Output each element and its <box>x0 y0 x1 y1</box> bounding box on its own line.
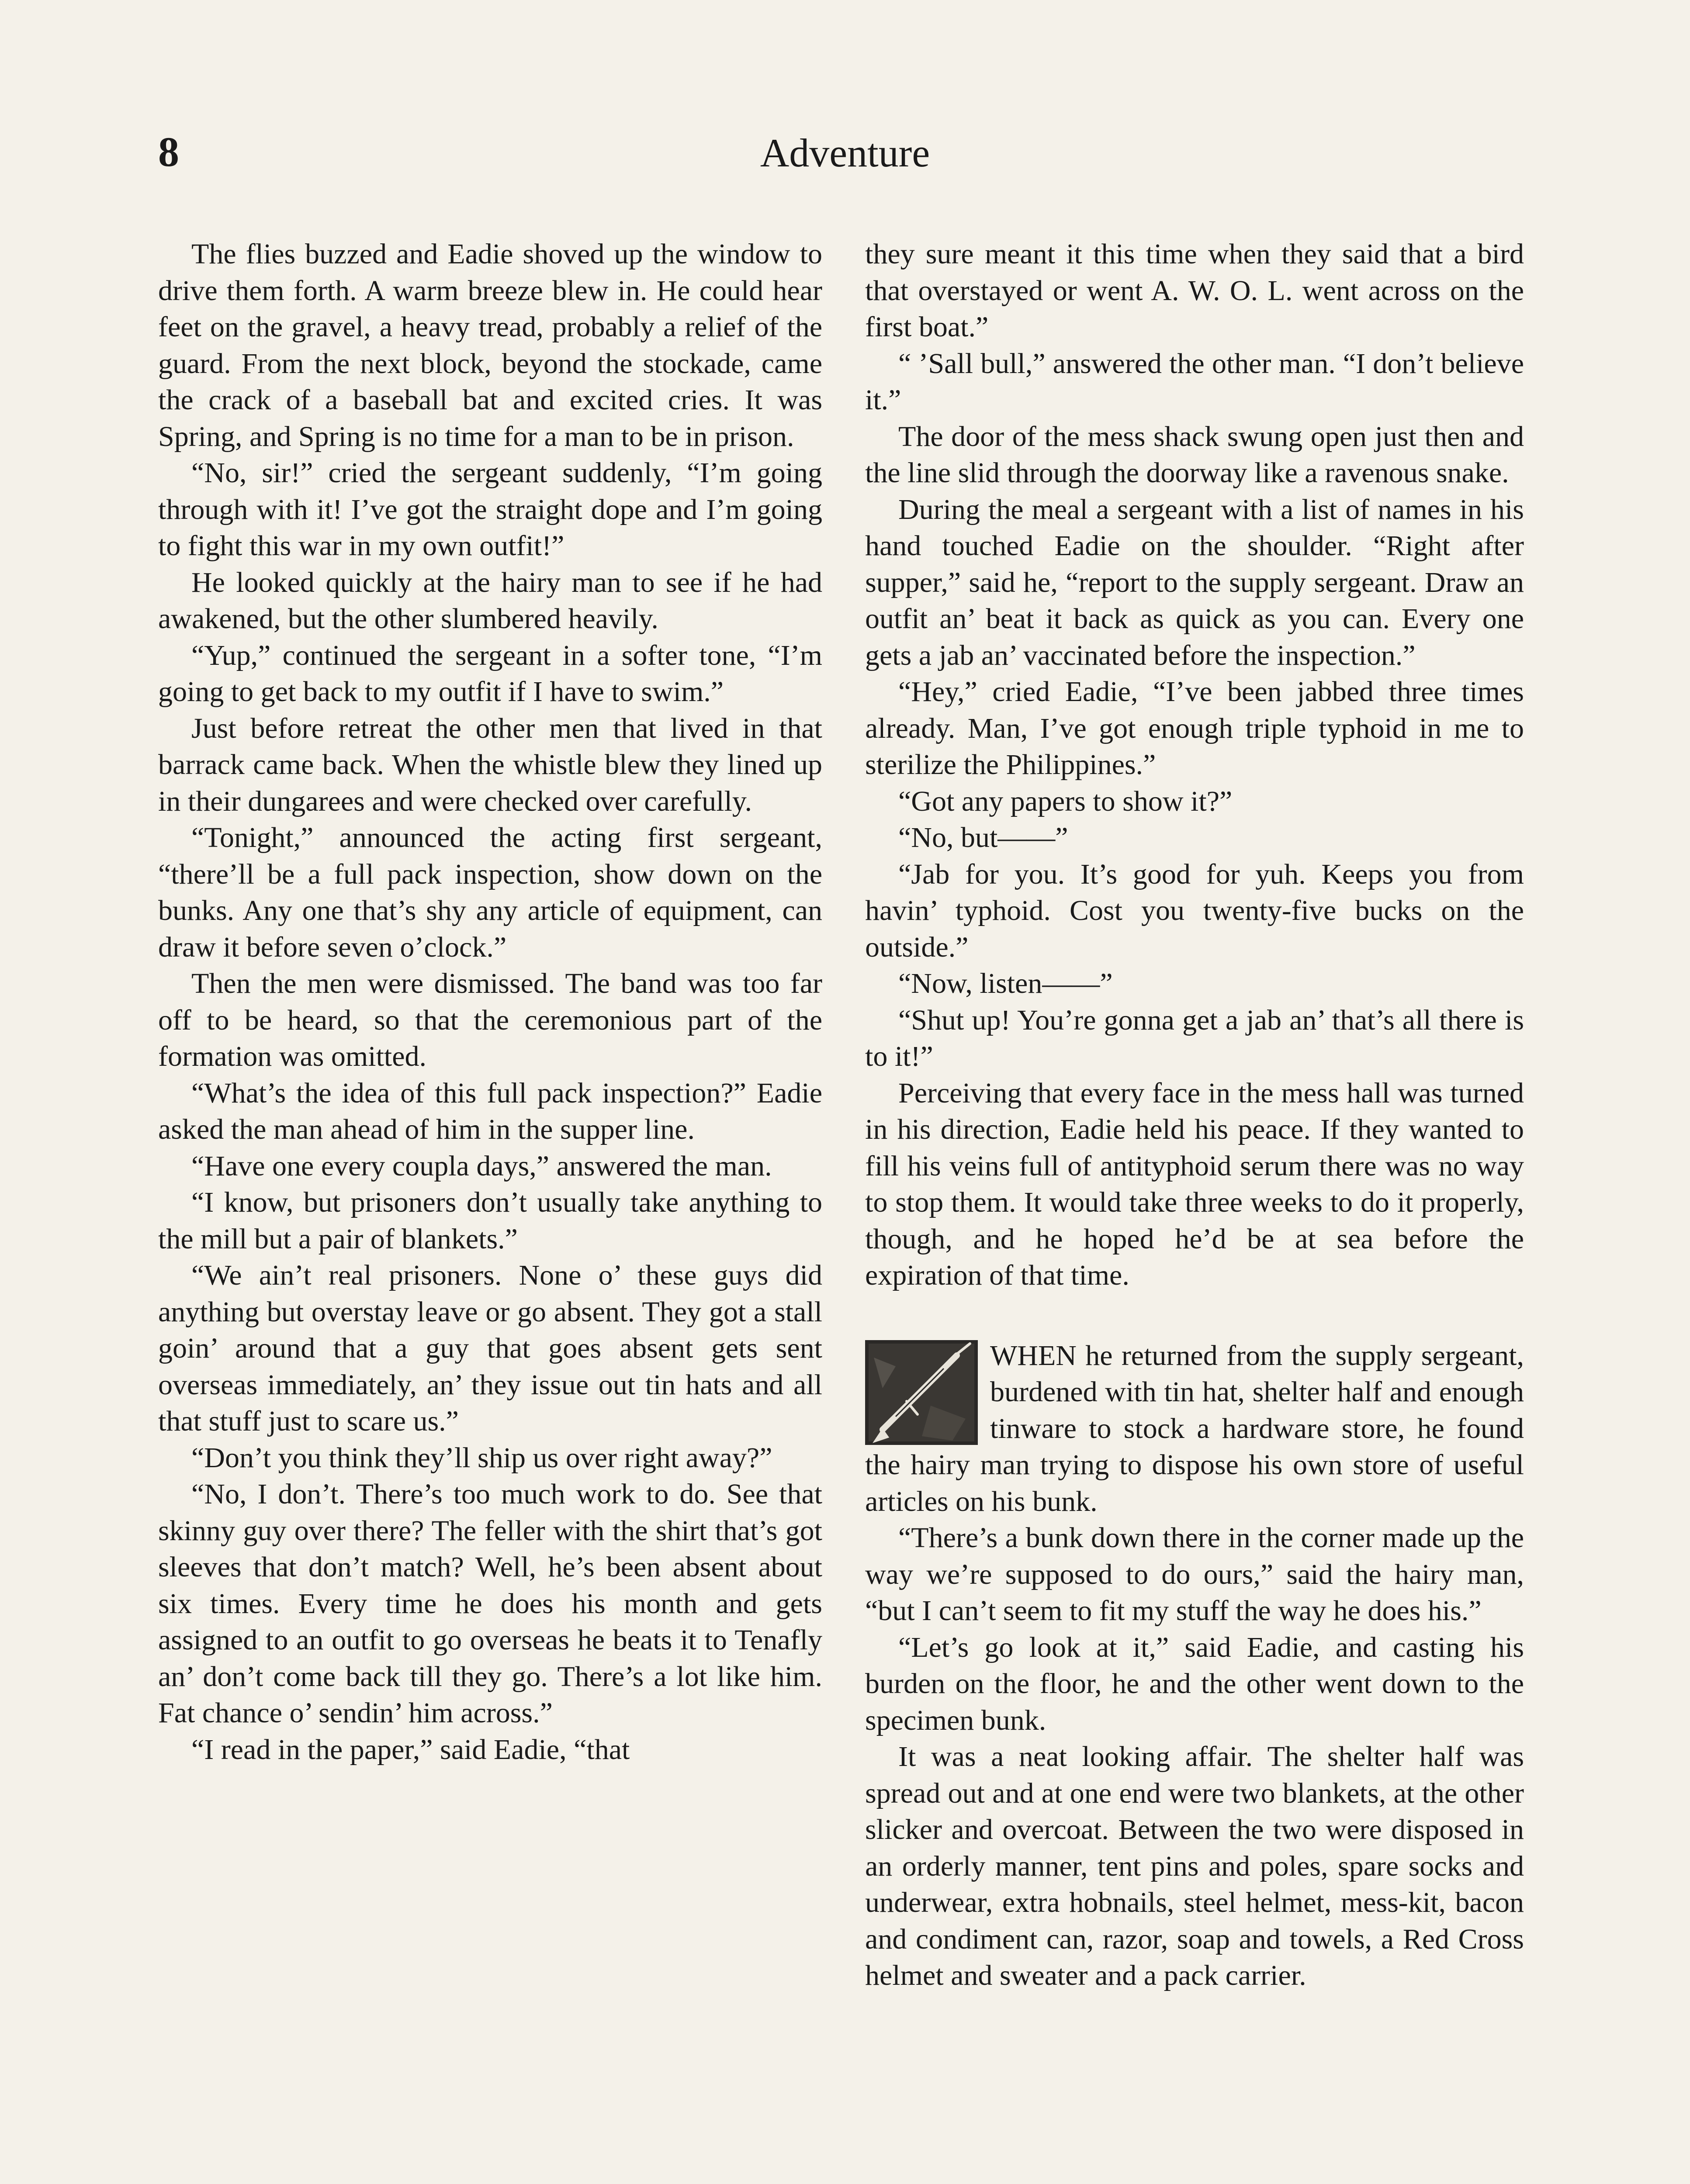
paragraph: “I read in the paper,” said Eadie, “that <box>191 1733 630 1766</box>
page-number: 8 <box>158 128 179 175</box>
section-break <box>865 1294 1524 1337</box>
paragraph: “There’s a bunk down there in the corner made up the way we’re supposed to do ours,” said the hairy man, “but I can’t seem to fit my stuff the way he does his.” <box>865 1522 1524 1627</box>
paragraph: “No, I don’t. There’s too much work to do. See that skinny guy over there? The feller with the shirt that’s got sleeves that don’t match? Well, he’s been absent about six times. Every time he does his month and gets assigned to an outfit to go overseas he beats it to Tenafly an’ don’t come back till they go. There’s a lot like him. Fat chance o’ sendin’ him across.” <box>158 1478 822 1729</box>
rifle-illustration <box>865 1340 978 1445</box>
paragraph: “Tonight,” announced the acting first sergeant, “there’ll be a full pack inspection, show down on the bunks. Any one that’s shy any article of equipment, can draw it before seven o’clock.” <box>158 822 822 963</box>
paragraph: “Hey,” cried Eadie, “I’ve been jabbed three times already. Man, I’ve got enough triple typhoid in me to sterilize the Philippines.” <box>865 676 1524 781</box>
paragraph: “What’s the idea of this full pack inspection?” Eadie asked the man ahead of him in the supper line. <box>158 1077 822 1145</box>
running-title: Adventure <box>760 131 930 175</box>
paragraph: “Now, listen——” <box>898 968 1113 999</box>
left-column <box>158 236 822 2184</box>
paragraph: “No, sir!” cried the sergeant suddenly, “I’m going through with it! I’ve got the straight dope and I’m going to fight this war in my own outfit!” <box>158 457 822 562</box>
paragraph: Then the men were dismissed. The band was too far off to be heard, so that the ceremonious part of the formation was omitted. <box>158 968 822 1072</box>
paragraph: “ ’Sall bull,” answered the other man. “I don’t believe it.” <box>865 347 1524 416</box>
paragraph: He looked quickly at the hairy man to see if he had awakened, but the other slumbered heavily. <box>158 566 822 635</box>
right-column <box>865 236 1524 2184</box>
paragraph: Just before retreat the other men that lived in that barrack came back. When the whistle blew they lined up in their dungarees and were checked over carefully. <box>158 712 822 817</box>
paragraph: It was a neat looking affair. The shelter half was spread out and at one end were two blankets, at the other slicker and overcoat. Between the two were disposed in an orderly manner, tent pins and poles, spare socks and underwear, extra hobnails, steel helmet, mess-kit, bacon and condiment can, razor, soap and towels, a Red Cross helmet and sweater and a pack carrier. <box>865 1741 1524 1991</box>
paragraph: The flies buzzed and Eadie shoved up the window to drive them forth. A warm breeze blew in. He could hear feet on the gravel, a heavy tread, probably a relief of the guard. From the next block, beyond the stockade, came the crack of a baseball bat and excited cries. It was Spring, and Spring is no time for a man to be in prison. <box>158 238 822 453</box>
paragraph: “Don’t you think they’ll ship us over right away?” <box>191 1441 772 1474</box>
paragraph: “Jab for you. It’s good for yuh. Keeps you from havin’ typhoid. Cost you twenty-five bucks on the outside.” <box>865 858 1524 963</box>
paragraph: “Let’s go look at it,” said Eadie, and casting his burden on the floor, he and the other went down to the specimen bunk. <box>865 1631 1524 1736</box>
paragraph: “Shut up! You’re gonna get a jab an’ that’s all there is to it!” <box>865 1004 1524 1072</box>
paragraph: The door of the mess shack swung open just then and the line slid through the doorway like a ravenous snake. <box>865 420 1524 489</box>
rifle-icon <box>865 1340 978 1445</box>
paragraph: “Yup,” continued the sergeant in a softer tone, “I’m going to get back to my outfit if I have to swim.” <box>158 639 822 708</box>
paragraph-continued: they sure meant it this time when they said that a bird that overstayed or went A. W. O. L. went across on the first boat.” <box>865 238 1524 343</box>
paragraph: “Have one every coupla days,” answered the man. <box>191 1150 772 1182</box>
paragraph: During the meal a sergeant with a list of names in his hand touched Eadie on the shoulder. “Right after supper,” said he, “report to the supply sergeant. Draw an outfit an’ beat it back as quick as you can. Every one gets a jab an’ vaccinated before the inspection.” <box>865 493 1524 671</box>
paragraph: “I know, but prisoners don’t usually take anything to the mill but a pair of blankets.” <box>158 1186 822 1255</box>
paragraph: “We ain’t real prisoners. None o’ these guys did anything but overstay leave or go absent. They got a stall goin’ around that a guy that goes absent gets sent overseas immediately, an’ they issue out tin hats and all that stuff just to scare us.” <box>158 1259 822 1437</box>
paragraph-section-start: WHEN he returned from the supply sergeant, burdened with tin hat, shelter half and enough tinware to stock a hardware store, he found the hairy man trying to dispose his own store of useful articles on his bunk. <box>865 1339 1524 1517</box>
paragraph: “Got any papers to show it?” <box>898 785 1233 817</box>
paragraph: “No, but——” <box>898 822 1068 854</box>
paragraph: Perceiving that every face in the mess hall was turned in his direction, Eadie held his peace. If they wanted to fill his veins full of antityphoid serum there was no way to stop them. It would take three weeks to do it properly, though, and he hoped he’d be at sea before the expiration of that time. <box>865 1077 1524 1291</box>
page-header <box>0 0 1690 201</box>
